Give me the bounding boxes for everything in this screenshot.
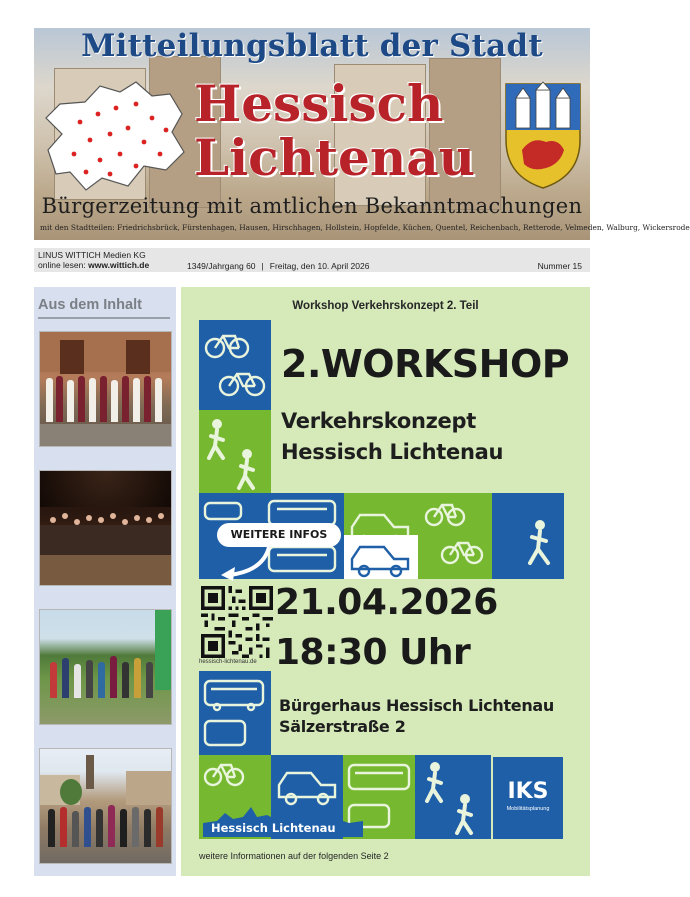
- bus-tile: [199, 671, 271, 755]
- bus-icon: [199, 671, 271, 755]
- event-time: 18:30 Uhr: [275, 632, 471, 673]
- separator: |: [261, 261, 264, 271]
- iks-logo-name: IKS: [507, 779, 549, 804]
- online-read-line: [38, 260, 149, 270]
- pedestrian-icon: [492, 493, 564, 579]
- town-square-crowd-photo[interactable]: [39, 748, 172, 864]
- masthead-title: Mitteilungsblatt der Stadt: [81, 28, 543, 64]
- pedestrian-tile: [415, 755, 491, 839]
- workshop-subtitle-line1: Verkehrskonzept: [281, 409, 476, 433]
- online-prefix: online lesen:: [38, 260, 86, 270]
- bicycle-tile: [199, 320, 271, 410]
- issue-number: Nummer 15: [537, 261, 582, 271]
- issue-line: [184, 261, 372, 271]
- sidebar-heading: Aus dem Inhalt: [38, 297, 142, 313]
- workshop-title: 2.WORKSHOP: [281, 342, 570, 386]
- bicycle-icon: [199, 320, 271, 410]
- more-info-label: WEITERE INFOS: [217, 523, 341, 547]
- brass-band-photo[interactable]: [39, 331, 172, 447]
- venue-name: Bürgerhaus Hessisch Lichtenau: [279, 696, 555, 715]
- masthead: [34, 28, 690, 240]
- car-tile-white: [344, 535, 418, 579]
- workshop-poster: [181, 287, 590, 876]
- event-date: 21.04.2026: [275, 582, 498, 623]
- car-icon: [344, 535, 418, 579]
- concert-stage-photo[interactable]: [39, 470, 172, 586]
- pedestrian-tile: [199, 410, 271, 493]
- poster-footnote: weitere Informationen auf der folgenden Seite 2: [199, 851, 389, 861]
- qr-caption: hessisch-lichtenau.de: [199, 659, 257, 665]
- masthead-subtitle: Bürgerzeitung mit amtlichen Bekanntmachungen: [41, 194, 583, 218]
- bicycle-icon: [418, 493, 492, 579]
- iks-logo: [493, 757, 563, 839]
- contents-sidebar: [34, 287, 176, 876]
- issue-info-bar: [34, 248, 590, 272]
- pedestrian-tile: [492, 493, 564, 579]
- volume: 1349/Jahrgang 60: [187, 261, 256, 271]
- district-map-icon: [40, 74, 190, 194]
- qr-code[interactable]: [201, 586, 273, 658]
- publisher-name: LINUS WITTICH Medien KG: [38, 250, 146, 260]
- masthead-city-line2: Lichtenau: [194, 128, 475, 187]
- town-label: Hessisch Lichtenau: [211, 821, 336, 835]
- online-url-link[interactable]: www.wittich.de: [88, 260, 150, 270]
- workshop-subtitle-line2: Hessisch Lichtenau: [281, 440, 504, 464]
- hiking-group-photo[interactable]: [39, 609, 172, 725]
- coat-of-arms-icon: [502, 80, 584, 190]
- sidebar-divider: [38, 317, 170, 319]
- pedestrian-icon: [415, 755, 491, 839]
- pedestrian-icon: [199, 410, 271, 493]
- venue-address: Sälzerstraße 2: [279, 717, 406, 736]
- poster-header: Workshop Verkehrskonzept 2. Teil: [292, 300, 479, 312]
- masthead-districts: mit den Stadtteilen: Friedrichsbrück, Fürstenhagen, Hausen, Hirschhagen, Hollstein, Hopfelde, Küchen, Quentel, Reichenbach, Retterode, Velmeden, Walburg, Wickersrode: [40, 223, 690, 232]
- issue-date: Freitag, den 10. April 2026: [269, 261, 370, 271]
- iks-logo-tagline: Mobilitätsplanung: [506, 806, 550, 812]
- masthead-city-line1: Hessisch: [194, 74, 444, 133]
- arrow-down-left-icon: [215, 545, 275, 585]
- bicycle-tile: [418, 493, 492, 579]
